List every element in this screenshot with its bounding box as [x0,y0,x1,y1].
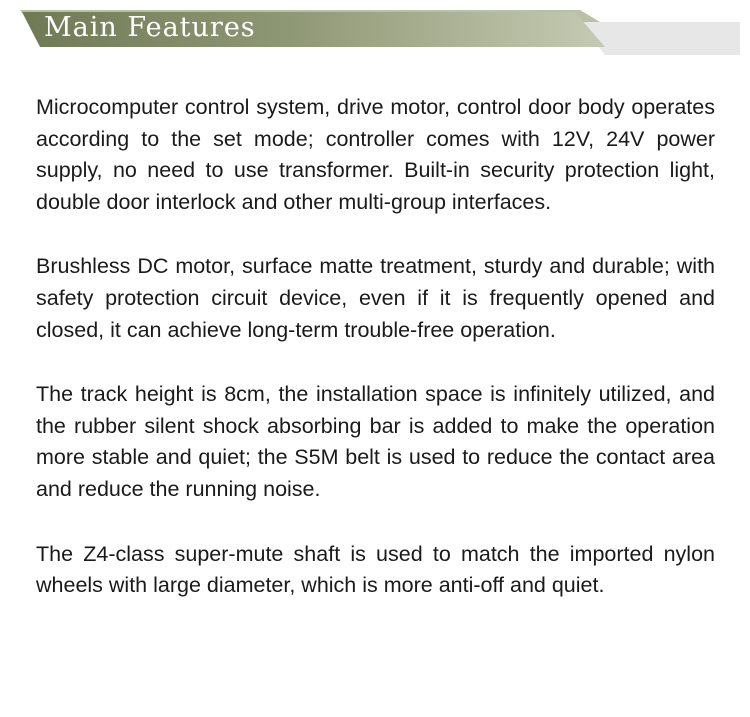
section-title: Main Features [44,12,256,43]
section-header-banner [0,0,750,60]
feature-paragraph-track: The track height is 8cm, the installation space is infinitely utilized, and the rubber silent shock absorbing bar is added to make the operation more stable and quiet; the S5M belt is used to reduce the contact area and reduce the running noise. [36,382,715,501]
feature-paragraph-control-system: Microcomputer control system, drive motor, control door body operates according to the set mode; controller comes with 12V, 24V power supply, no need to use transformer. Built-in security protection light, double door interlock and other multi-group interfaces. [36,95,715,214]
feature-paragraph-motor: Brushless DC motor, surface matte treatment, sturdy and durable; with safety protection circuit device, even if it is frequently opened and closed, it can achieve long-term trouble-free operation. [36,254,715,342]
features-content [36,92,715,635]
feature-paragraph-shaft: The Z4-class super-mute shaft is used to match the imported nylon wheels with large diameter, which is more anti-off and quiet. [36,541,715,598]
